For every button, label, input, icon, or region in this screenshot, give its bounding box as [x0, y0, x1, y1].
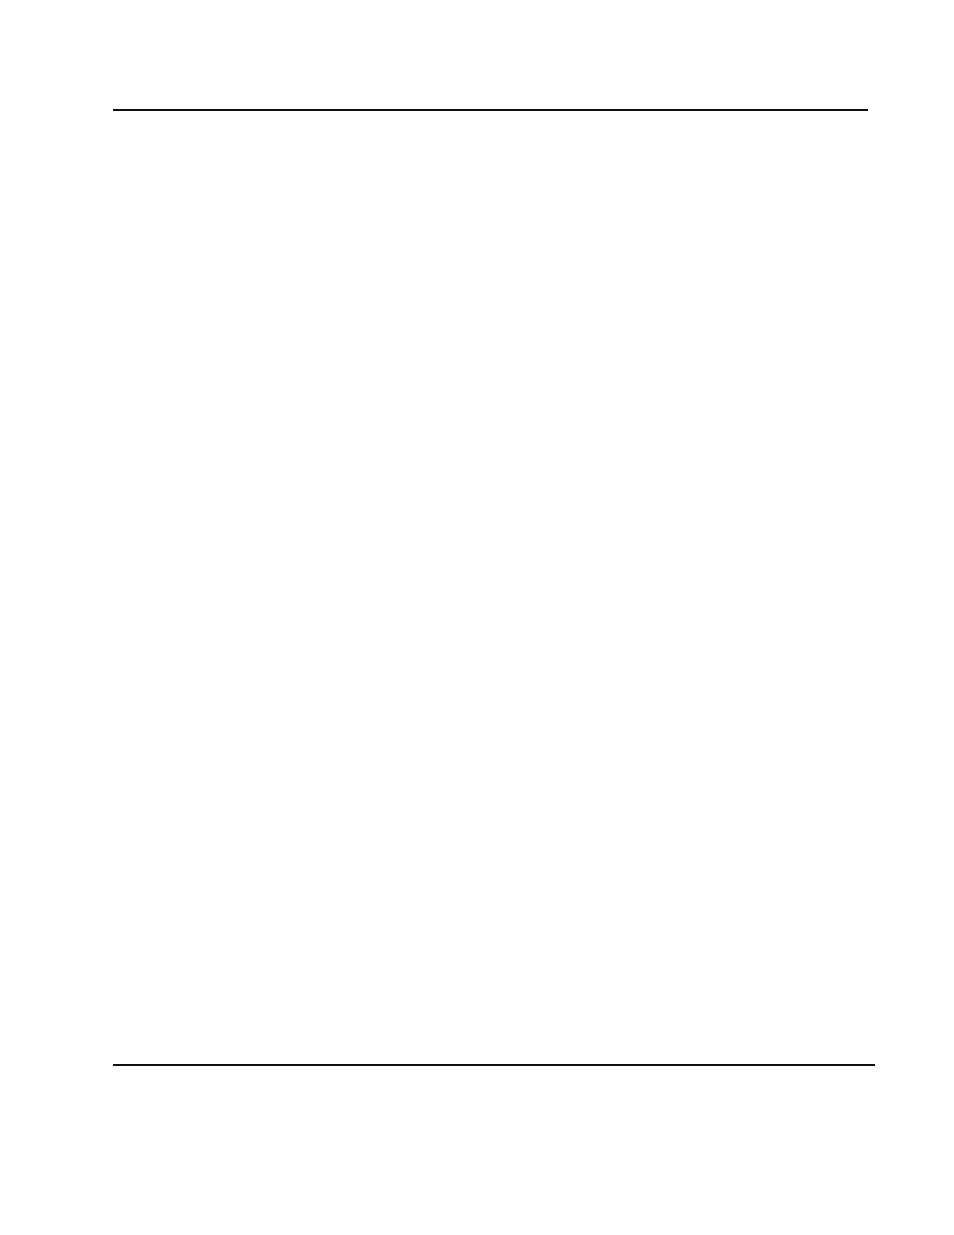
- footer-rule: [113, 1064, 875, 1066]
- header-rule: [113, 109, 868, 111]
